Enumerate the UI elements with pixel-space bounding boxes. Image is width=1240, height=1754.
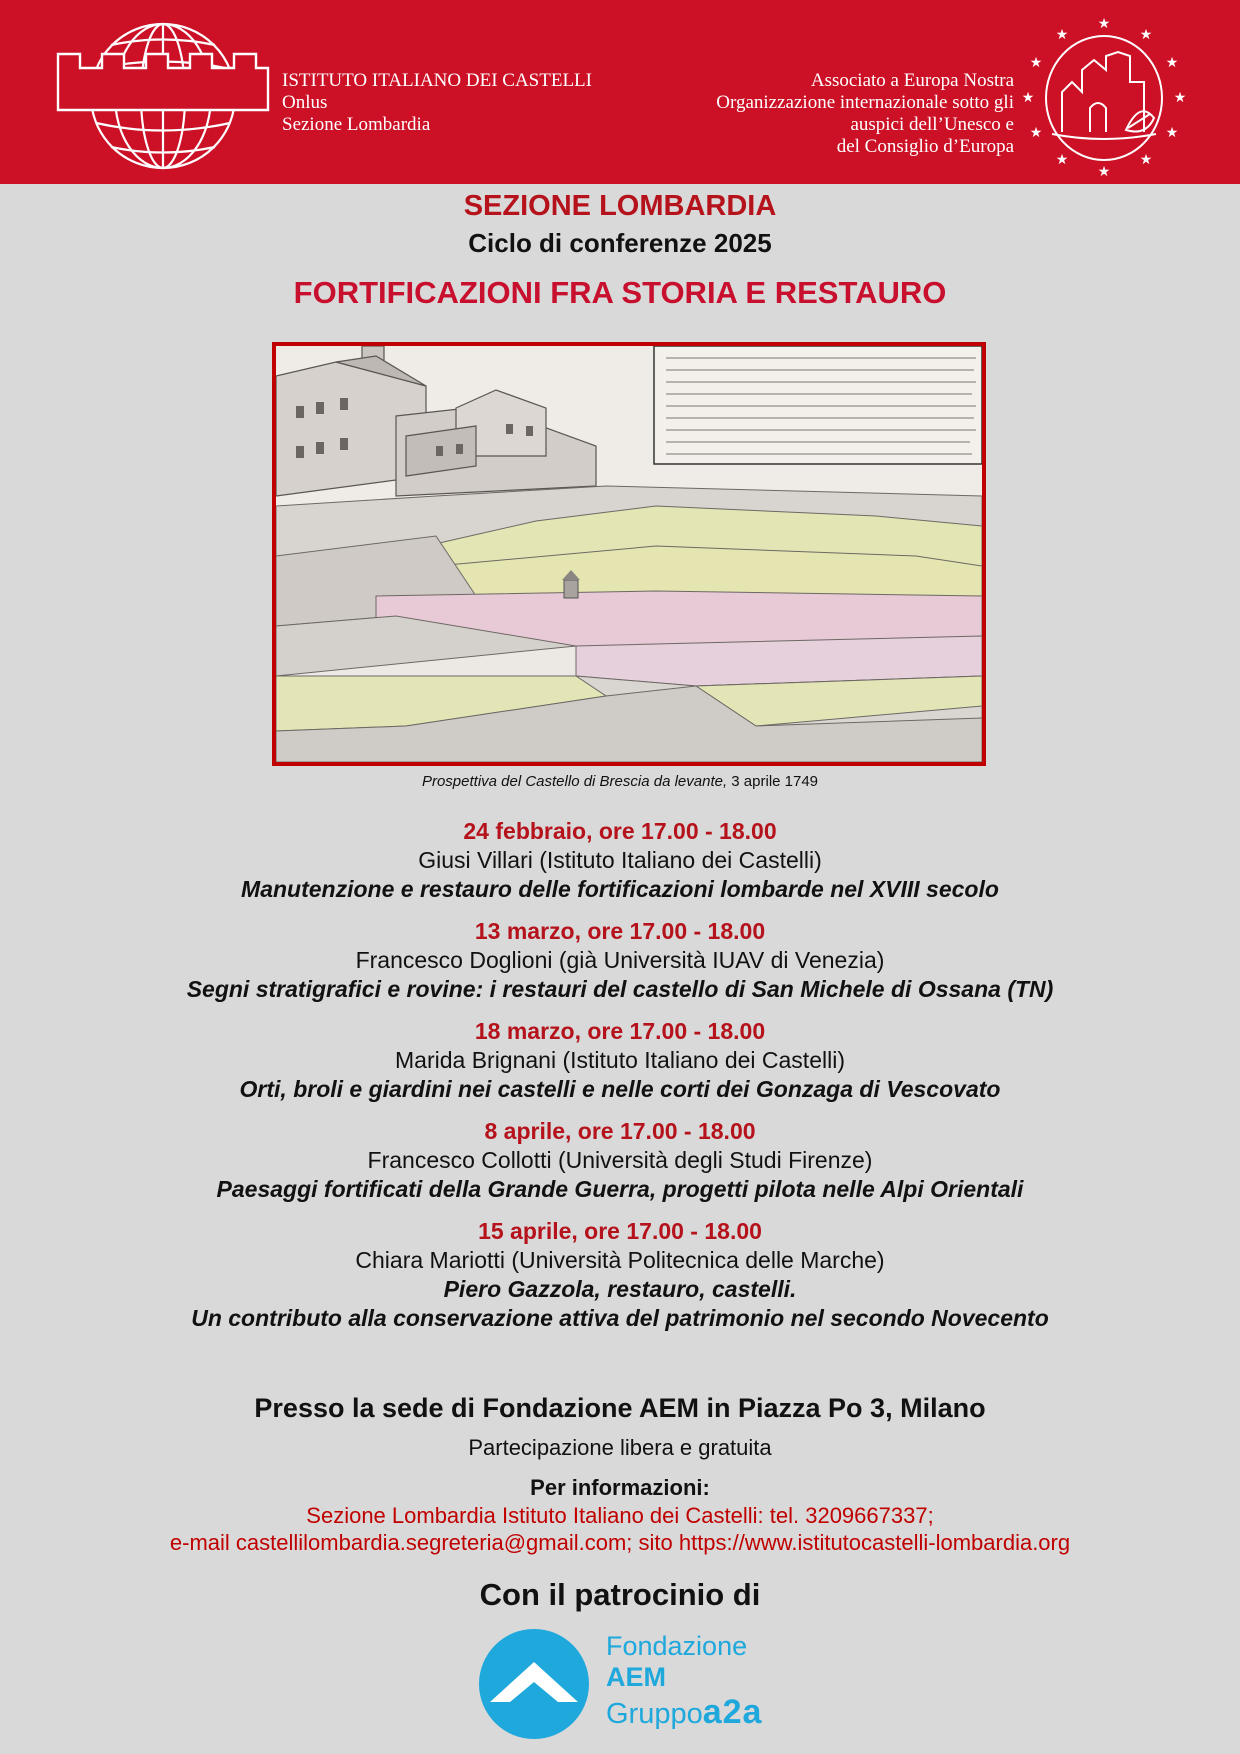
conference-title: Segni stratigrafici e rovine: i restauri del castello di San Michele di Ossana (TN) <box>186 976 1054 1002</box>
fondazione-aem-wordmark <box>606 1630 762 1734</box>
conference-speaker: Giusi Villari (Istituto Italiano dei Castelli) <box>418 847 822 873</box>
figure-caption-title: Prospettiva del Castello di Brescia da levante, <box>421 773 728 790</box>
affiliation-line-1: Associato a Europa Nostra <box>810 70 1014 91</box>
castle-drawing <box>272 342 986 766</box>
sponsor-line-3 <box>606 1692 762 1734</box>
conference-cycle-title: Ciclo di conferenze 2025 <box>468 228 772 258</box>
conference-date: 13 marzo, ore 17.00 - 18.00 <box>474 918 766 944</box>
svg-text:★: ★ <box>1055 152 1069 168</box>
patronage-heading: Con il patrocinio di <box>479 1577 761 1612</box>
affiliation-line-4: del Consiglio d’Europa <box>836 136 1014 157</box>
svg-text:★: ★ <box>1029 125 1043 141</box>
institute-name <box>282 70 592 136</box>
svg-text:★: ★ <box>1139 152 1153 168</box>
svg-text:★: ★ <box>1022 90 1035 106</box>
conference-speaker: Francesco Collotti (Università degli Studi Firenze) <box>367 1147 873 1173</box>
conference-date: 15 aprile, ore 17.00 - 18.00 <box>478 1218 762 1244</box>
svg-text:★: ★ <box>1165 55 1179 71</box>
conference-item <box>0 1017 1240 1104</box>
contact-email-site-line: e-mail castellilombardia.segreteria@gmail.com; sito https://www.istitutocastelli-lombardia.org <box>169 1530 1071 1555</box>
conference-title: Paesaggi fortificati della Grande Guerra, progetti pilota nelle Alpi Orientali <box>216 1176 1024 1202</box>
affiliation-text <box>654 70 1014 158</box>
conference-item <box>0 1117 1240 1204</box>
svg-text:★: ★ <box>1165 125 1179 141</box>
main-title: FORTIFICAZIONI FRA STORIA E RESTAURO <box>293 275 947 310</box>
figure-caption <box>0 773 1240 790</box>
sponsor-line-1: Fondazione <box>606 1631 748 1661</box>
conference-item <box>0 817 1240 904</box>
svg-text:★: ★ <box>1173 90 1186 106</box>
conference-date: 8 aprile, ore 17.00 - 18.00 <box>484 1118 756 1144</box>
svg-text:★: ★ <box>1097 164 1111 178</box>
a2a-brand: a2a <box>702 1693 763 1731</box>
section-title: SEZIONE LOMBARDIA <box>463 190 777 222</box>
conference-date: 18 marzo, ore 17.00 - 18.00 <box>474 1018 766 1044</box>
conference-speaker: Chiara Mariotti (Università Politecnica delle Marche) <box>355 1247 885 1273</box>
conference-item <box>0 917 1240 1004</box>
conference-title: Piero Gazzola, restauro, castelli. <box>443 1276 797 1302</box>
conference-speaker: Marida Brignani (Istituto Italiano dei Castelli) <box>395 1047 845 1073</box>
svg-text:★: ★ <box>1097 16 1111 32</box>
conference-list <box>0 817 1240 1346</box>
conference-subtitle: Un contributo alla conservazione attiva del patrimonio nel secondo Novecento <box>191 1305 1049 1331</box>
institute-section-line: Sezione Lombardia <box>282 114 431 135</box>
affiliation-line-2: Organizzazione internazionale sotto gli <box>716 92 1014 113</box>
institute-globe-logo <box>56 14 270 178</box>
info-heading: Per informazioni: <box>530 1475 710 1500</box>
castle-drawing-illustration <box>276 346 982 762</box>
contact-phone-line: Sezione Lombardia Istituto Italiano dei Castelli: tel. 3209667337; <box>306 1503 934 1528</box>
svg-text:★: ★ <box>1139 27 1153 43</box>
sponsor-line-2: AEM <box>606 1662 666 1692</box>
institute-name-line: ISTITUTO ITALIANO DEI CASTELLI <box>282 70 592 91</box>
europa-nostra-logo <box>1022 12 1186 178</box>
affiliation-line-3: auspici dell’Unesco e <box>850 114 1014 135</box>
conference-title: Manutenzione e restauro delle fortificazioni lombarde nel XVIII secolo <box>241 876 999 902</box>
conference-date: 24 febbraio, ore 17.00 - 18.00 <box>463 818 777 844</box>
admission-note: Partecipazione libera e gratuita <box>468 1435 772 1460</box>
figure-caption-date: 3 aprile 1749 <box>727 773 819 790</box>
svg-text:★: ★ <box>1055 27 1069 43</box>
venue-line: Presso la sede di Fondazione AEM in Piazza Po 3, Milano <box>254 1393 986 1423</box>
conference-title: Orti, broli e giardini nei castelli e nelle corti dei Gonzaga di Vescovato <box>239 1076 1001 1102</box>
fondazione-aem-icon <box>478 1628 590 1740</box>
svg-text:★: ★ <box>1029 55 1043 71</box>
conference-item <box>0 1217 1240 1333</box>
conference-speaker: Francesco Doglioni (già Università IUAV di Venezia) <box>355 947 885 973</box>
institute-type-line: Onlus <box>282 92 328 113</box>
sponsor-group-label: Gruppo <box>606 1698 703 1730</box>
header-band <box>0 0 1240 184</box>
